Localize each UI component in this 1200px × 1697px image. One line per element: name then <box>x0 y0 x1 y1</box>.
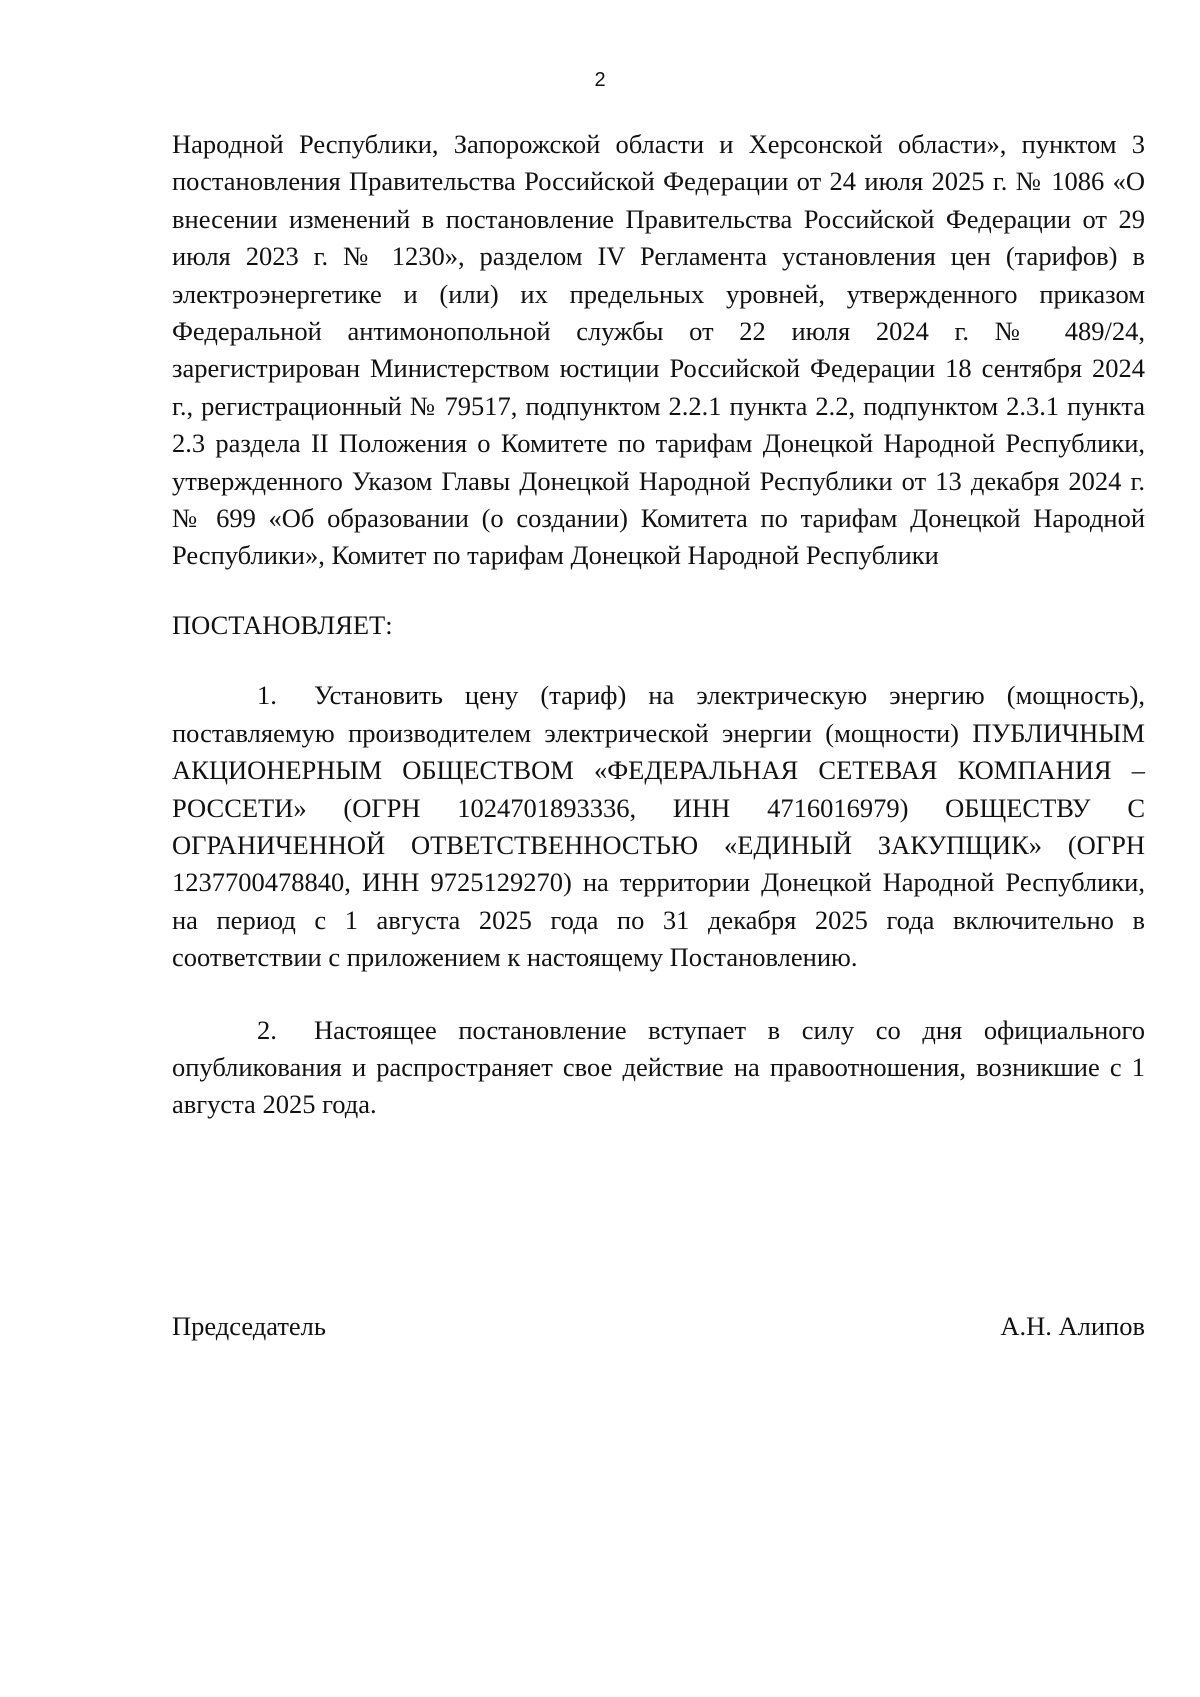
decree-word: ПОСТАНОВЛЯЕТ: <box>172 609 393 640</box>
signature-block <box>172 1308 1145 1345</box>
item-text: Установить цену (тариф) на электрическую энергию (мощность), поставляемую производителем электрической энергии (мощности) ПУБЛИЧНЫМ АКЦИОНЕРНЫМ ОБЩЕСТВОМ «ФЕДЕРАЛЬНАЯ СЕТЕВАЯ КОМПАНИЯ – РОССЕТИ» (ОГРН 1024701893336, ИНН 4716016979) ОБЩЕСТВУ С ОГРАНИЧЕННОЙ ОТВЕТСТВЕННОСТЬЮ «ЕДИНЫЙ ЗАКУПЩИК» (ОГРН 1237700478840, ИНН 9725129270) на территории Донецкой Народной Республики, на период с 1 августа 2025 года по 31 декабря 2025 года включительно в соответствии с приложением к настоящему Постановлению. <box>172 680 1145 973</box>
item-text: Настоящее постановление вступает в силу со дня официального опубликования и распространяет свое действие на правоотношения, возникшие с 1 августа 2025 года. <box>172 1014 1145 1120</box>
decree-item-2 <box>172 1012 1145 1124</box>
decree-item-1 <box>172 677 1145 976</box>
page-number: 2 <box>594 69 606 91</box>
document-body <box>172 126 1145 1124</box>
item-number: 2. <box>257 1014 277 1045</box>
signatory-position: Председатель <box>172 1311 326 1341</box>
signatory-name: А.Н. Алипов <box>1000 1311 1145 1341</box>
preamble-paragraph: Народной Республики, Запорожской области и Херсонской области», пунктом 3 постановления Правительства Российской Федерации от 24 июля 2025 г. № 1086 «О внесении изменений в постановление Правительства Российской Федерации от 29 июля 2023 г. № 1230», разделом IV Регламента установления цен (тарифов) в электроэнергетике и (или) их предельных уровней, утвержденного приказом Федеральной антимонопольной службы от 22 июля 2024 г. № 489/24, зарегистрирован Министерством юстиции Российской Федерации 18 сентября 2024 г., регистрационный № 79517, подпунктом 2.2.1 пункта 2.2, подпунктом 2.3.1 пункта 2.3 раздела II Положения о Комитете по тарифам Донецкой Народной Республики, утвержденного Указом Главы Донецкой Народной Республики от 13 декабря 2024 г. № 699 «Об образовании (о создании) Комитета по тарифам Донецкой Народной Республики», Комитет по тарифам Донецкой Народной Республики <box>172 129 1145 571</box>
item-number: 1. <box>257 680 277 711</box>
